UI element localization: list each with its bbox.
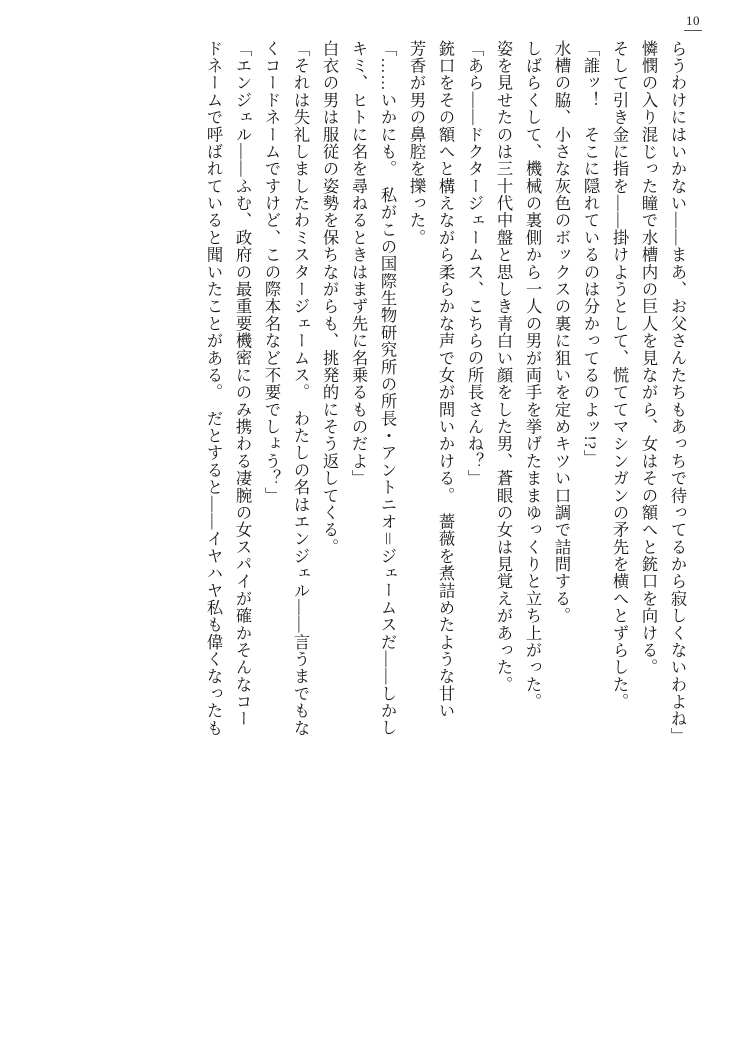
- paragraph: 姿を見せたのは三十代中盤と思しき青白い顔をした男、蒼眼の女は見覚えがあった。: [494, 40, 513, 694]
- page-number: 10: [684, 14, 702, 31]
- paragraph: そして引き金に指を——掛けようとして、慌ててマシンガンの矛先を横へとずらした。: [610, 40, 629, 711]
- paragraph: ドネームで呼ばれていると聞いたことがある。 だとすると——イヤハヤ私も偉くなったも: [204, 40, 223, 737]
- paragraph: 憐憫の入り混じった瞳で水槽内の巨人を見ながら、女はその額へと銃口を向ける。: [639, 40, 658, 677]
- paragraph: 「エンジェル——ふむ、政府の最重要機密にのみ携わる凄腕の女スパイが確かそんなコー: [233, 40, 252, 728]
- paragraph: 「……いかにも。 私がこの国際生物研究所の所長・アントニオ＝ジェームスだ——しかし: [378, 40, 397, 737]
- paragraph: 銃口をその額へと構えながら柔らかな声で女が問いかける。 薔薇を煮詰めたような甘い: [436, 40, 455, 720]
- paragraph: 水槽の脇、小さな灰色のボックスの裏に狙いを定めキツい口調で詰問する。: [552, 40, 571, 625]
- paragraph: 芳香が男の鼻腔を擽った。: [407, 40, 426, 247]
- paragraph: 「それは失礼しましたわミスタージェームス。 わたしの名はエンジェル——言うまでもな: [291, 40, 310, 737]
- paragraph: 白衣の男は服従の姿勢を保ちながらも、挑発的にそう返してくる。: [320, 40, 339, 556]
- paragraph: キミ、ヒトに名を尋ねるときはまず先に名乗るものだよ」: [349, 40, 368, 487]
- novel-body-text: [46, 40, 692, 1004]
- paragraph: らうわけにはいかない——まあ、お父さんたちもあっちで待ってるから寂しくないわよね」: [668, 40, 687, 745]
- paragraph: くコードネームですけど、この際本名など不要でしょう？」: [262, 40, 281, 505]
- paragraph: しばらくして、機械の裏側から一人の男が両手を挙げたままゆっくりと立ち上がった。: [523, 40, 542, 711]
- paragraph: 「あら——ドクタージェームス、こちらの所長さんね？」: [465, 40, 484, 487]
- paragraph: 「誰ッ！ そこに隠れているのは分かってるのよッ!?」: [581, 40, 600, 468]
